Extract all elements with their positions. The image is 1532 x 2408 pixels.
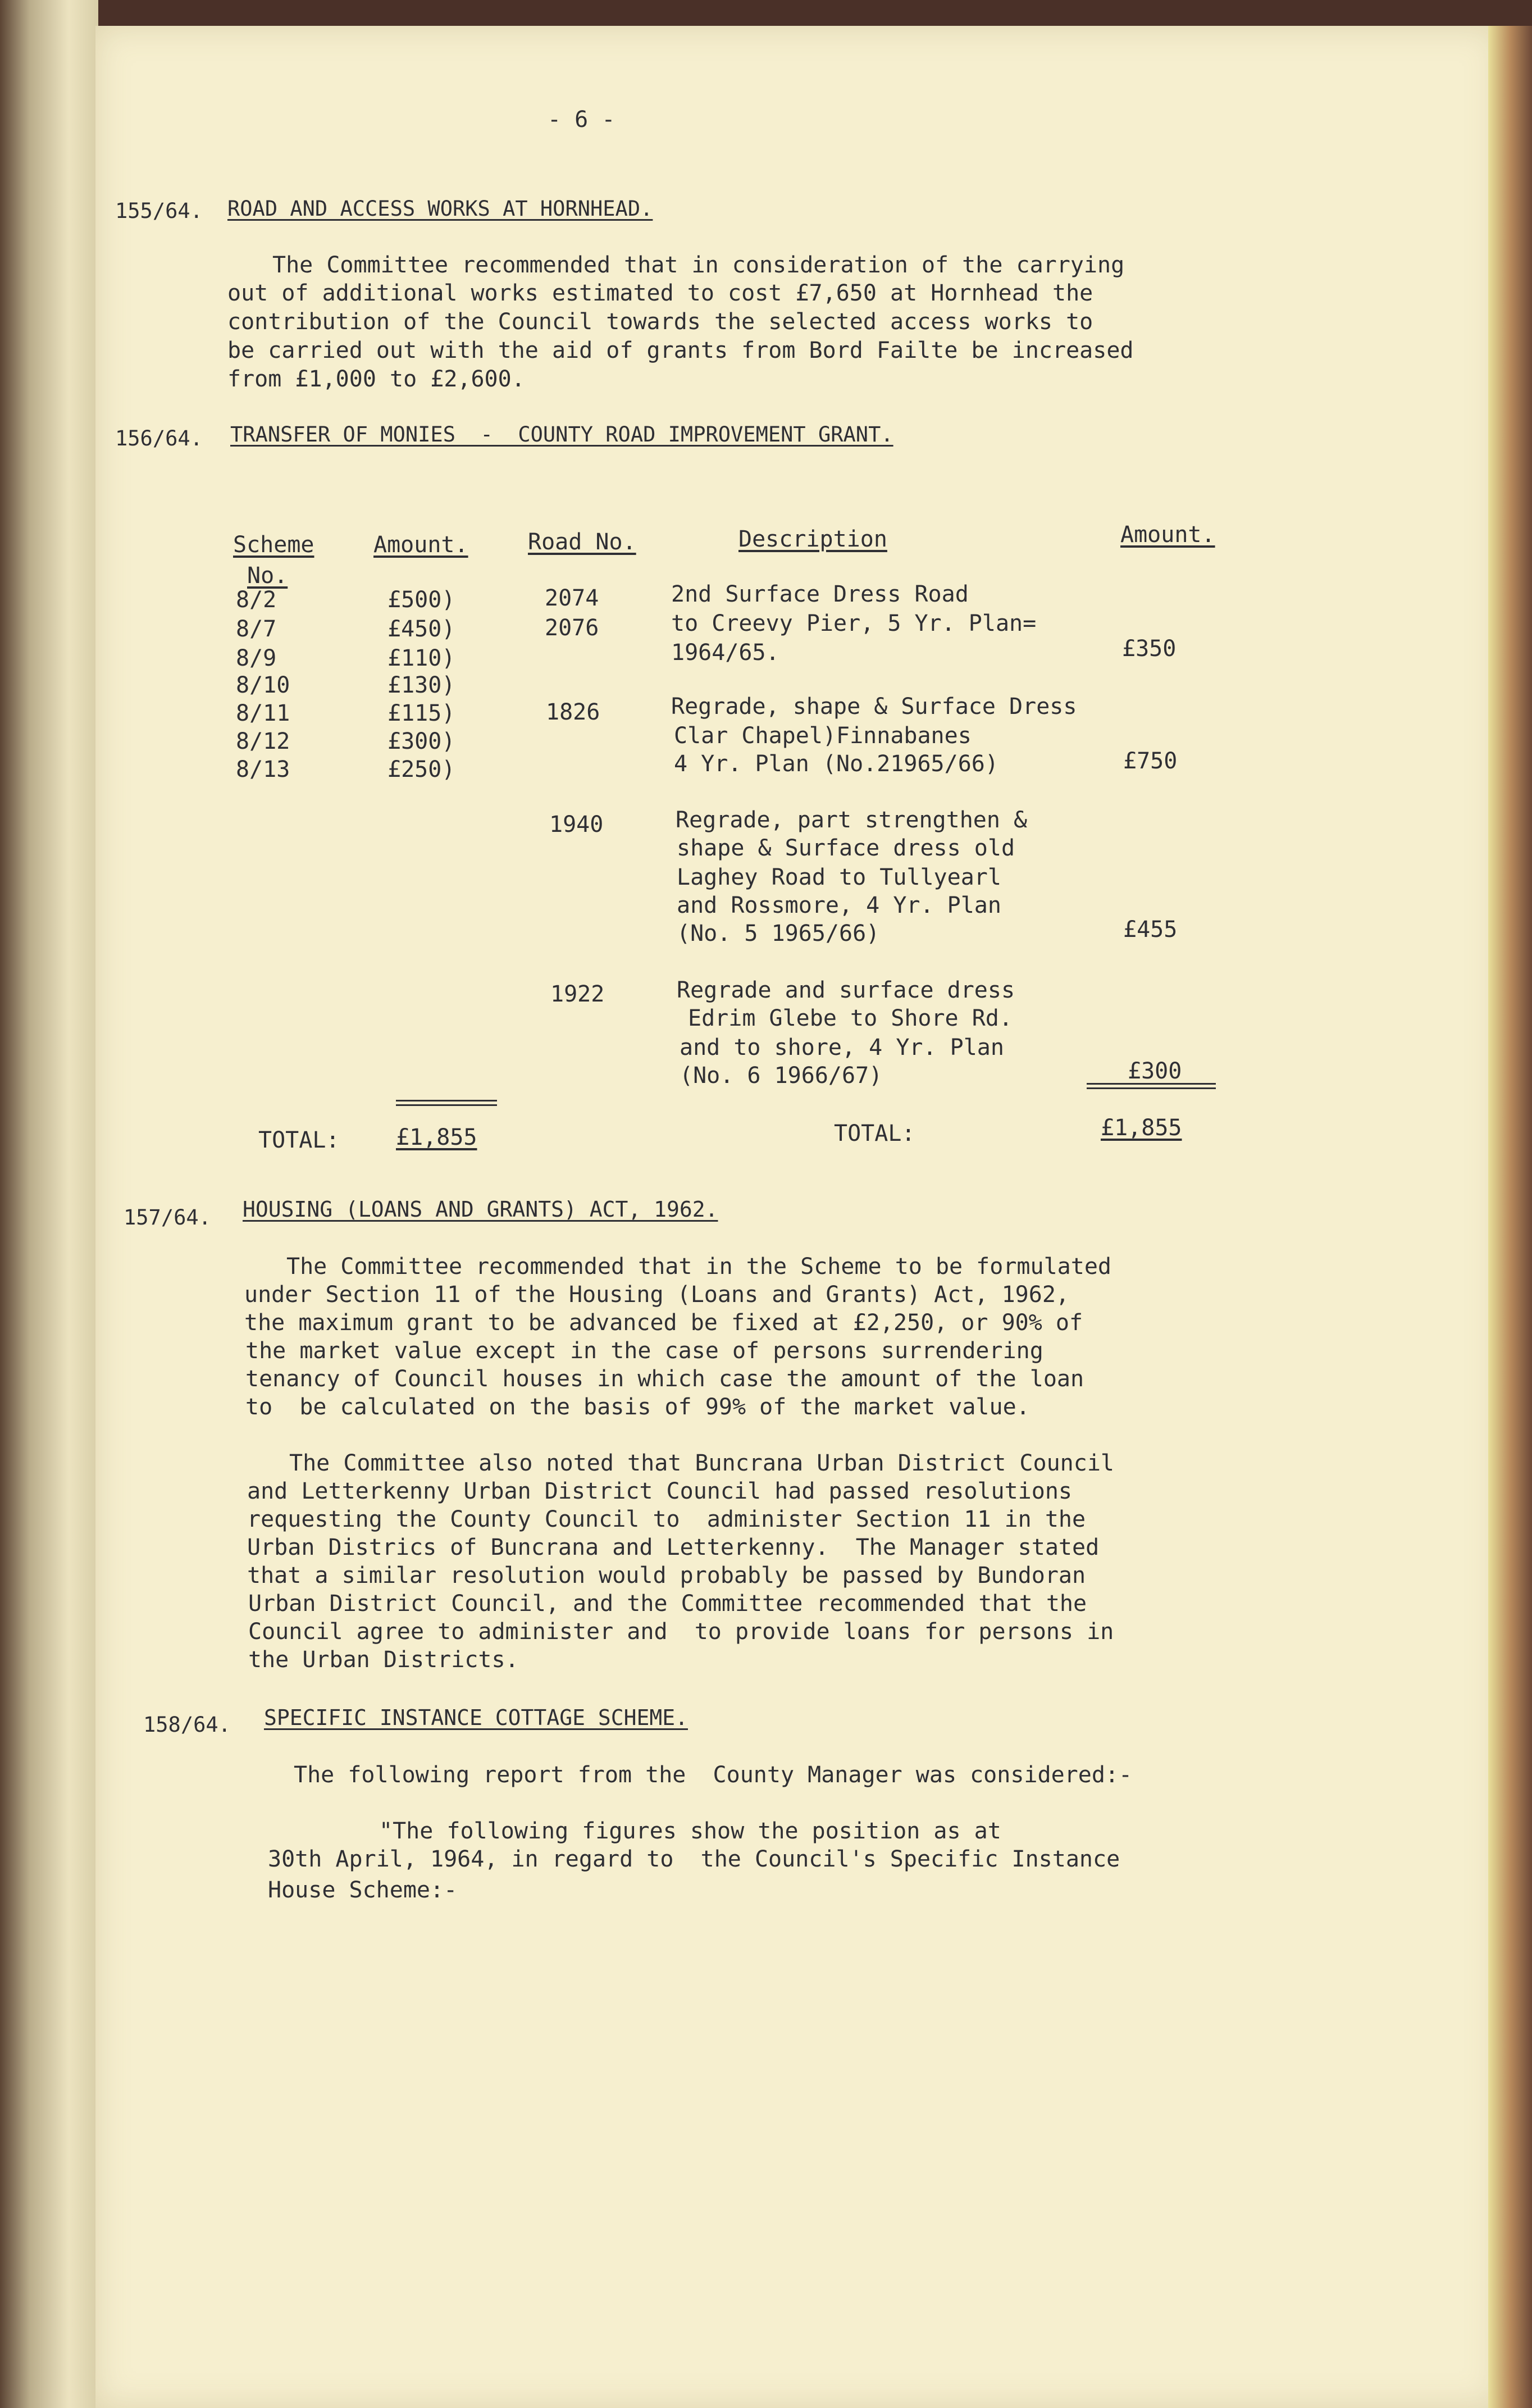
section-157-para2-line: that a similar resolution would probably be passed by Bundoran (247, 1563, 1086, 1588)
scheme-amount: £250) (387, 757, 455, 782)
section-155-line-2: out of additional works estimated to cost £7,650 at Hornhead the (227, 280, 1093, 306)
section-155-heading: ROAD AND ACCESS WORKS AT HORNHEAD. (227, 197, 653, 221)
section-155-ref: 155/64. (115, 199, 203, 223)
section-157-para2-line: Urban Districs of Buncrana and Letterkenny. The Manager stated (247, 1535, 1100, 1560)
scheme-amount: £500) (387, 587, 455, 613)
road-description-line: 4 Yr. Plan (No.21965/66) (674, 751, 998, 777)
road-amount: £750 (1123, 748, 1178, 774)
section-157-heading: HOUSING (LOANS AND GRANTS) ACT, 1962. (243, 1197, 718, 1222)
header-amount: Amount. (373, 532, 468, 558)
section-158-heading: SPECIFIC INSTANCE COTTAGE SCHEME. (264, 1705, 688, 1730)
section-157-para2-line: The Committee also noted that Buncrana Urban District Council (289, 1450, 1115, 1476)
section-158-quote-line: "The following figures show the position as at (379, 1818, 1001, 1844)
total-rule-left-2 (396, 1104, 497, 1106)
scheme-amount: £300) (387, 729, 455, 754)
total-rule-right (1087, 1083, 1216, 1085)
road-description-line: 2nd Surface Dress Road (671, 581, 969, 607)
scheme-no: 8/10 (236, 672, 290, 698)
scheme-no: 8/12 (236, 729, 290, 754)
section-157-para1-line: The Committee recommended that in the Scheme to be formulated (286, 1254, 1112, 1280)
scheme-no: 8/11 (236, 700, 290, 726)
road-description-line: to Creevy Pier, 5 Yr. Plan= (671, 611, 1037, 636)
section-157-para2-line: requesting the County Council to administer Section 11 in the (247, 1506, 1086, 1532)
road-description-line: Regrade, shape & Surface Dress (671, 694, 1077, 720)
section-157-para2-line: and Letterkenny Urban District Council had passed resolutions (247, 1478, 1073, 1504)
header-scheme: Scheme (233, 532, 314, 558)
road-amount: £300 (1128, 1058, 1182, 1084)
road-amount: £455 (1123, 917, 1178, 943)
page-number: - 6 - (548, 107, 615, 133)
scheme-no: 8/9 (236, 645, 277, 671)
section-155-line-1: The Committee recommended that in consideration of the carrying (272, 252, 1125, 278)
scheme-no: 8/2 (236, 587, 277, 613)
road-description-line: and Rossmore, 4 Yr. Plan (677, 893, 1001, 918)
road-no: 2074 (545, 585, 599, 611)
road-no: 2076 (545, 615, 599, 641)
section-157-para2-line: Council agree to administer and to provide loans for persons in (248, 1619, 1114, 1645)
header-amount-right: Amount. (1120, 522, 1215, 548)
section-157-para2-line: Urban District Council, and the Committee recommended that the (248, 1591, 1087, 1617)
road-description-line: and to shore, 4 Yr. Plan (680, 1035, 1004, 1060)
road-description-line: Regrade and surface dress (677, 977, 1015, 1003)
section-156-ref: 156/64. (115, 426, 203, 450)
header-scheme-no: No. (247, 563, 288, 589)
total-rule-left (396, 1100, 497, 1101)
header-road-no: Road No. (528, 529, 636, 555)
scheme-no: 8/13 (236, 757, 290, 782)
road-description-line: Regrade, part strengthen & (676, 807, 1028, 833)
total-label-left: TOTAL: (258, 1127, 340, 1153)
section-157-para1-line: the maximum grant to be advanced be fixed at £2,250, or 90% of (244, 1310, 1083, 1336)
road-description-line: shape & Surface dress old (677, 835, 1015, 861)
road-description-line: (No. 5 1965/66) (677, 921, 880, 946)
section-158-quote-line: House Scheme:- (268, 1877, 458, 1903)
book-right-edge (1488, 26, 1532, 2408)
section-157-para1-line: to be calculated on the basis of 99% of the market value. (245, 1394, 1030, 1420)
section-157-para1-line: the market value except in the case of persons surrendering (245, 1338, 1043, 1364)
road-amount: £350 (1122, 636, 1177, 662)
total-rule-right-2 (1087, 1087, 1216, 1089)
section-156-heading: TRANSFER OF MONIES - COUNTY ROAD IMPROVEMENT GRANT. (230, 422, 893, 447)
scheme-amount: £110) (387, 645, 455, 671)
road-description-line: Laghey Road to Tullyearl (677, 864, 1001, 890)
section-155-line-4: be carried out with the aid of grants from Bord Failte be increased (227, 338, 1134, 363)
road-no: 1826 (546, 699, 600, 725)
section-157-para2-line: the Urban Districts. (248, 1647, 519, 1673)
road-description-line: Clar Chapel)Finnabanes (674, 723, 972, 749)
section-158-ref: 158/64. (143, 1713, 231, 1737)
total-label-right: TOTAL: (834, 1121, 915, 1146)
road-no: 1940 (549, 812, 604, 837)
section-157-para1-line: tenancy of Council houses in which case the amount of the loan (245, 1366, 1084, 1392)
scheme-amount: £130) (387, 672, 455, 698)
total-amount-left: £1,855 (396, 1125, 477, 1150)
section-158-quote-line: 30th April, 1964, in regard to the Council's Specific Instance (268, 1846, 1120, 1872)
section-155-line-5: from £1,000 to £2,600. (227, 366, 525, 392)
road-no: 1922 (550, 981, 605, 1007)
book-top-edge (0, 0, 1532, 26)
section-157-ref: 157/64. (124, 1205, 211, 1230)
road-description-line: 1964/65. (671, 640, 779, 666)
road-description-line: Edrim Glebe to Shore Rd. (688, 1005, 1013, 1031)
scheme-amount: £450) (387, 616, 455, 642)
scheme-no: 8/7 (236, 616, 277, 642)
section-155-line-3: contribution of the Council towards the selected access works to (227, 309, 1093, 335)
road-description-line: (No. 6 1966/67) (680, 1063, 883, 1089)
section-157-para1-line: under Section 11 of the Housing (Loans and Grants) Act, 1962, (244, 1282, 1070, 1308)
book-spine-shadow (0, 0, 98, 2408)
total-amount-right: £1,855 (1101, 1115, 1182, 1141)
header-description: Description (738, 526, 887, 552)
section-158-intro: The following report from the County Manager was considered:- (294, 1762, 1133, 1788)
scheme-amount: £115) (387, 700, 455, 726)
